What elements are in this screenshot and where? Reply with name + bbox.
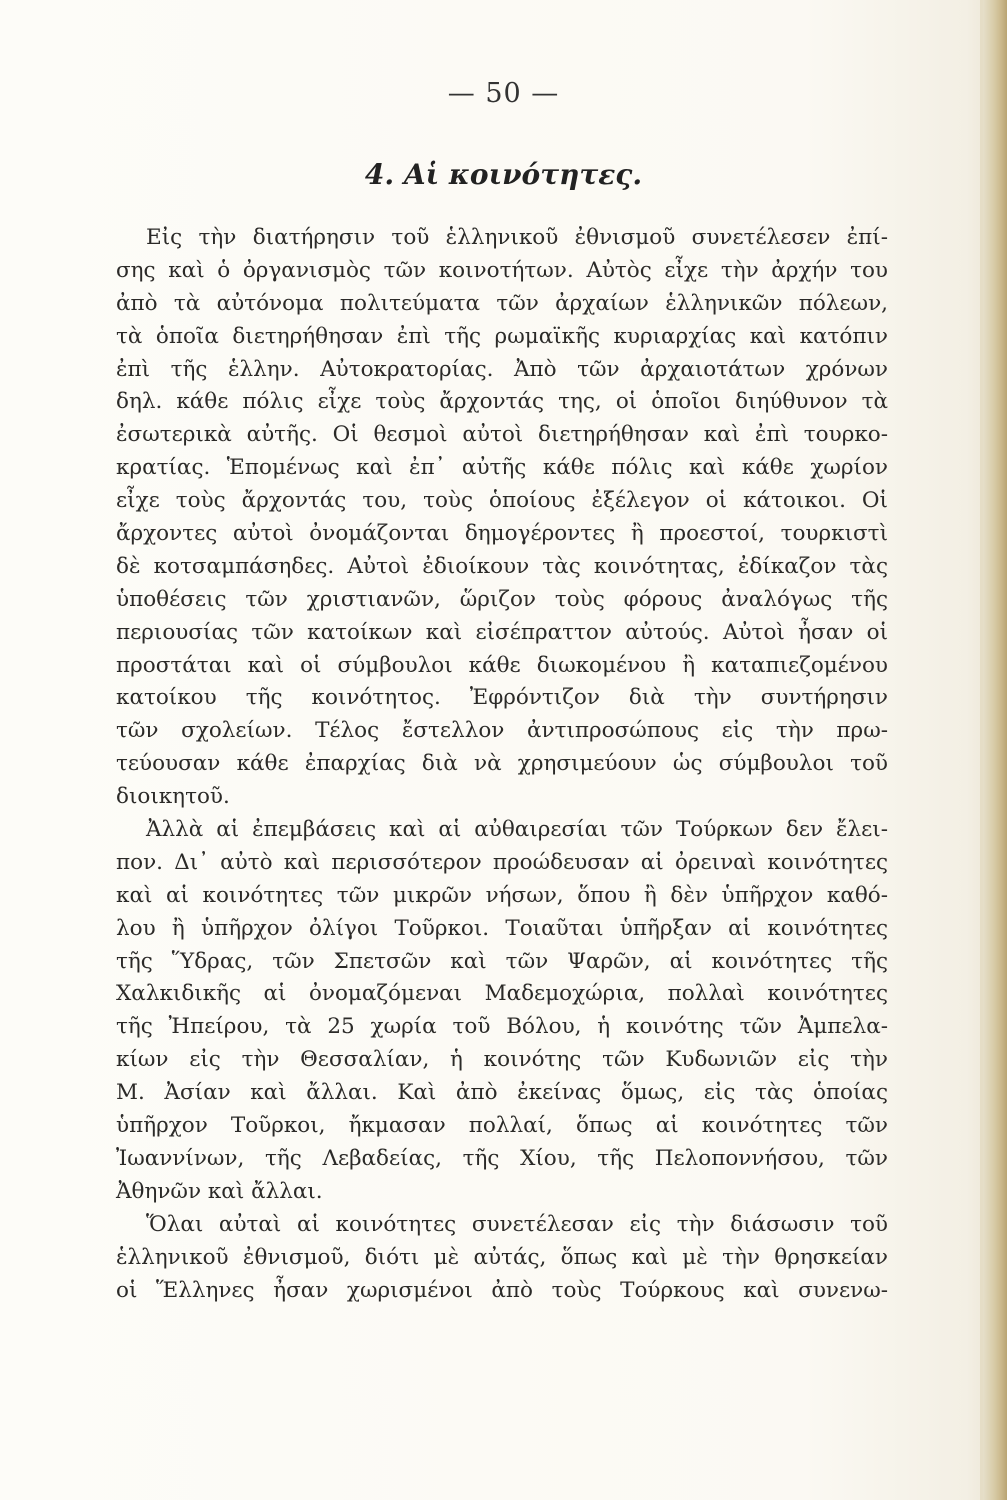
- text-line: λου ἢ ὑπῆρχον ὀλίγοι Τοῦρκοι. Τοιαῦται ὑπῆρξαν αἱ κοινότητες: [116, 915, 888, 941]
- text-line: τῆς Ἠπείρου, τὰ 25 χωρία τοῦ Βόλου, ἡ κοινότης τῶν Ἀμπελα-: [116, 1014, 888, 1040]
- text-line: Χαλκιδικῆς αἱ ὀνομαζόμεναι Μαδεμοχώρια, πολλαὶ κοινότητες: [116, 981, 888, 1007]
- text-line: τεύουσαν κάθε ἐπαρχίας διὰ νὰ χρησιμεύουν ὡς σύμβουλοι τοῦ: [116, 751, 888, 777]
- text-line: Εἰς τὴν διατήρησιν τοῦ ἑλληνικοῦ ἐθνισμοῦ συνετέλεσεν ἐπί-: [146, 225, 888, 250]
- text-line: προστάται καὶ οἱ σύμβουλοι κάθε διωκομένου ἢ καταπιεζομένου: [116, 652, 888, 678]
- text-line: κίων εἰς τὴν Θεσσαλίαν, ἡ κοινότης τῶν Κυδωνιῶν εἰς τὴν: [116, 1047, 888, 1073]
- text-line: σης καὶ ὁ ὀργανισμὸς τῶν κοινοτήτων. Αὐτὸς εἶχε τὴν ἀρχήν του: [116, 257, 888, 283]
- text-line: δηλ. κάθε πόλις εἶχε τοὺς ἄρχοντάς της, οἱ ὁποῖοι διηύθυνον τὰ: [116, 389, 888, 415]
- text-line: Ἰωαννίνων, τῆς Λεβαδείας, τῆς Χίου, τῆς Πελοποννήσου, τῶν: [116, 1145, 888, 1171]
- text-line: Ἀθηνῶν καὶ ἄλλαι.: [116, 1178, 323, 1204]
- text-line: δὲ κοτσαμπάσηδες. Αὐτοὶ ἐδιοίκουν τὰς κοινότητας, ἐδίκαζον τὰς: [116, 553, 888, 579]
- text-line: πον. Δι᾿ αὐτὸ καὶ περισσότερον προώδευσαν αἱ ὀρειναὶ κοινότητες: [116, 849, 888, 875]
- text-line: οἱ Ἕλληνες ἦσαν χωρισμένοι ἀπὸ τοὺς Τούρκους καὶ συνενω-: [116, 1277, 888, 1303]
- text-line: ἀπὸ τὰ αὐτόνομα πολιτεύματα τῶν ἀρχαίων ἑλληνικῶν πόλεων,: [116, 290, 888, 316]
- text-line: ἄρχοντες αὐτοὶ ὀνομάζονται δημογέροντες ἢ προεστοί, τουρκιστὶ: [116, 521, 888, 547]
- text-line: ἐπὶ τῆς ἑλλην. Αὐτοκρατορίας. Ἀπὸ τῶν ἀρχαιοτάτων χρόνων: [116, 356, 888, 382]
- text-line: Ἀλλὰ αἱ ἐπεμβάσεις καὶ αἱ αὐθαιρεσίαι τῶν Τούρκων δεν ἔλει-: [146, 817, 888, 843]
- text-line: Μ. Ἀσίαν καὶ ἄλλαι. Καὶ ἀπὸ ἐκείνας ὅμως, εἰς τὰς ὁποίας: [116, 1080, 888, 1106]
- paragraph-2: [116, 814, 888, 1209]
- book-binding: [983, 0, 1007, 1500]
- text-line: περιουσίας τῶν κατοίκων καὶ εἰσέπραττον αὐτούς. Αὐτοὶ ἦσαν οἱ: [116, 619, 888, 645]
- text-line: τῶν σχολείων. Τέλος ἔστελλον ἀντιπροσώπους εἰς τὴν πρω-: [116, 718, 888, 744]
- text-line: καὶ αἱ κοινότητες τῶν μικρῶν νήσων, ὅπου ἢ δὲν ὑπῆρχον καθό-: [116, 882, 888, 908]
- text-line: τὰ ὁποῖα διετηρήθησαν ἐπὶ τῆς ρωμαϊκῆς κυριαρχίας καὶ κατόπιν: [116, 323, 888, 349]
- text-line: διοικητοῦ.: [116, 784, 230, 810]
- paragraph-1: [116, 222, 888, 814]
- text-line: ἑλληνικοῦ ἐθνισμοῦ, διότι μὲ αὐτάς, ὅπως καὶ μὲ τὴν θρησκείαν: [116, 1244, 888, 1270]
- section-heading: 4. Αἱ κοινότητες.: [364, 158, 643, 191]
- page-number: — 50 —: [447, 78, 560, 109]
- text-line: εἶχε τοὺς ἄρχοντάς του, τοὺς ὁποίους ἐξέλεγον οἱ κάτοικοι. Οἱ: [116, 488, 888, 514]
- text-line: ὑποθέσεις τῶν χριστιανῶν, ὥριζον τοὺς φόρους ἀναλόγως τῆς: [116, 586, 888, 612]
- text-line: Ὅλαι αὐταὶ αἱ κοινότητες συνετέλεσαν εἰς τὴν διάσωσιν τοῦ: [146, 1211, 888, 1237]
- text-line: κρατίας. Ἑπομένως καὶ ἐπ᾿ αὐτῆς κάθε πόλις καὶ κάθε χωρίον: [116, 455, 888, 481]
- body-text: [116, 222, 888, 1307]
- text-line: τῆς Ὕδρας, τῶν Σπετσῶν καὶ τῶν Ψαρῶν, αἱ κοινότητες τῆς: [116, 948, 888, 974]
- paragraph-3: [116, 1209, 888, 1308]
- text-line: ὑπῆρχον Τοῦρκοι, ἤκμασαν πολλαί, ὅπως αἱ κοινότητες τῶν: [116, 1113, 888, 1139]
- text-line: ἐσωτερικὰ αὐτῆς. Οἱ θεσμοὶ αὐτοὶ διετηρήθησαν καὶ ἐπὶ τουρκο-: [116, 422, 888, 448]
- text-line: κατοίκου τῆς κοινότητος. Ἐφρόντιζον διὰ τὴν συντήρησιν: [116, 685, 888, 711]
